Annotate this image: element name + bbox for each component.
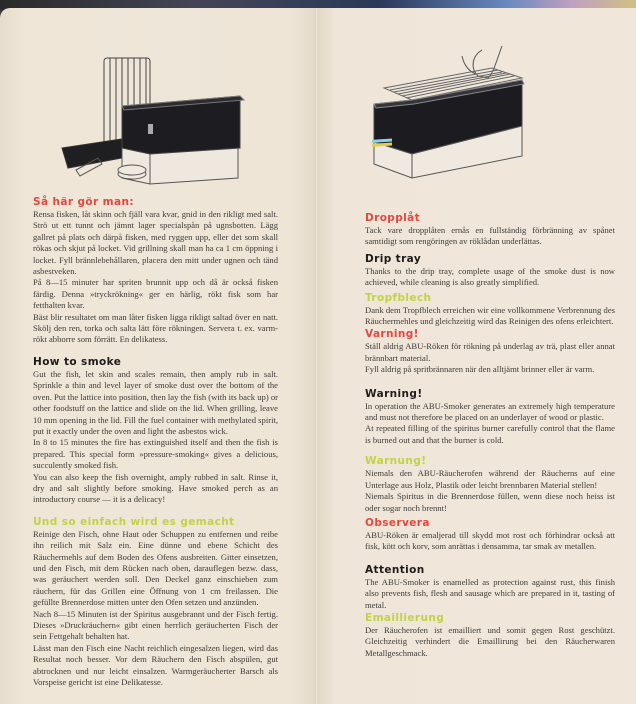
section-heading: Drip tray bbox=[365, 252, 422, 265]
paragraph: På 8—15 minuter har spriten brunnit upp och då är också fisken färdig. Denna »tryckrökning« ger en härlig, rökt fisk som har fetthalten kvar. bbox=[33, 277, 278, 311]
section-heading: Dropplåt bbox=[365, 212, 421, 224]
paragraph: You can also keep the fish overnight, amply rubbed in salt. Rinse it, dry and salt slightly before smoking. Have smoked perch as an introductory course — it is a delicacy! bbox=[33, 471, 278, 505]
section-heading: Emaillierung bbox=[365, 611, 445, 624]
section-heading: Attention bbox=[365, 563, 425, 576]
section-warning bbox=[365, 388, 615, 447]
section-heading: Så här gör man: bbox=[33, 196, 134, 208]
paragraph: Bäst blir resultatet om man låter fisken ligga rikligt saltad över en natt. Skölj den ren, torka och salta lätt före rökningen. Servera t. ex. varm-rökt abborre som förrätt. En delikatess. bbox=[33, 311, 278, 345]
section-warnung bbox=[365, 455, 615, 514]
paragraph: In operation the ABU-Smoker generates an extremely high temperature and must not therefore be placed on an underlayer of wood or plastic. bbox=[365, 400, 615, 423]
section-heading: Warning! bbox=[365, 387, 423, 400]
paragraph: In 8 to 15 minutes the fire has extinguished itself and then the fish is prepared. This special form »pressure-smoking« gives a delicious, succulently smoked fish. bbox=[33, 437, 278, 471]
left-text-column bbox=[33, 196, 278, 698]
paragraph: Niemals Spiritus in die Brennerdose füllen, wenn diese noch heiss ist oder sogar noch brennt! bbox=[365, 491, 615, 513]
section-emaillierung bbox=[365, 612, 615, 659]
right-text-column bbox=[365, 212, 615, 659]
paragraph: Lässt man den Fisch eine Nacht reichlich eingesalzen liegen, wird das Resultat noch besser. Vor dem Räuchern den Fisch abspülen, gut abtrocknen und nur leicht einsalzen. Warmgeräucherter Barsch als Vorspeise gericht ist eine Delikatesse. bbox=[33, 642, 278, 688]
section-swedish-howto bbox=[33, 196, 278, 346]
left-page bbox=[0, 8, 316, 704]
paragraph: Niemals den ABU-Räucherofen während der Räucherns auf eine Unterlage aus Holz, Plastik oder leicht brennbaren Material stellen! bbox=[365, 468, 615, 490]
section-observera bbox=[365, 517, 615, 553]
section-attention bbox=[365, 564, 615, 611]
section-heading: Varning! bbox=[365, 328, 419, 341]
section-tropfblech bbox=[365, 292, 615, 328]
section-heading: Observera bbox=[365, 516, 430, 529]
section-varning bbox=[365, 328, 615, 375]
smoker-grill-hand-illustration-icon bbox=[372, 38, 572, 188]
paragraph: Gut the fish, let skin and scales remain, then amply rub in salt. Sprinkle a thin and level layer of smoke dust over the bottom of the oven. Put the lattice into position, then lay the fish (with its back up) or other foodstuff on the lattice and slide on the lid. When grilling, leave 10 mm opening in the lid. Fill the fuel container with methylated spirit, put it exactly under the oven and light the asbestos wick. bbox=[33, 368, 278, 436]
smoker-lattice-illustration-icon bbox=[58, 48, 258, 188]
paragraph: The ABU-Smoker is enamelled as protection against rust, this finish also prevents fish, flesh and sausage which are prepared in it, tasting of metal. bbox=[365, 576, 615, 610]
section-heading: Warnung! bbox=[365, 455, 427, 468]
right-page bbox=[317, 8, 636, 704]
section-heading: Tropfblech bbox=[365, 291, 432, 304]
section-english-howto bbox=[33, 356, 278, 506]
paragraph: Reinige den Fisch, ohne Haut oder Schuppen zu entfernen und reibe ihn reilich mit Salz ein. Eine dünne und ebene Schicht des Räuchermehls auf dem Boden des Ofens ausbreiten. Gitter einsetzen, und den Fisch, mit dem Rücken nach oben, darauflegen bezw. dass, was geräuchert werden soll. Den Deckel ganz einschieben zum räuchern, für das Grillen eine Öffnung von 1 cm freilassen. Die gefüllte Brennerdose mitten unter den Ofen setzen und anzünden. bbox=[33, 528, 278, 608]
section-drip-tray bbox=[365, 253, 615, 289]
section-heading: Und so einfach wird es gemacht bbox=[33, 515, 235, 528]
section-dropplat bbox=[365, 212, 615, 248]
paragraph: Thanks to the drip tray, complete usage of the smoke dust is now achieved, while cleaning is also greatly simplified. bbox=[365, 265, 615, 288]
paragraph: Tack vare dropplåten ernås en fullständig förbränning av spånet samtidigt som rengöringen av röklådan underlättas. bbox=[365, 225, 615, 247]
paragraph: ABU-Röken är emaljerad till skydd mot rost och förhindrar också att fisk, kött och korv, som anrättas i densamma, tar smak av metallen. bbox=[365, 529, 615, 552]
paragraph: Dank dem Tropfblech erreichen wir eine vollkommene Verbrennung des Räuchermehles und gleichzeitig wird das Reinigen des ofens erleichtert. bbox=[365, 304, 615, 327]
paragraph: Ställ aldrig ABU-Röken för rökning på underlag av trä, plast eller annat brännbart material. bbox=[365, 341, 615, 363]
paragraph: Der Räucherofen ist emailliert und somit gegen Rost geschützt. Gleichzeitig verhindert die Emaillirung bei den Räucherwaren Metallgeschmack. bbox=[365, 624, 615, 658]
paragraph: At repeated filling of the spiritus burner carefully control that the flame is burned out and that the burner is cold. bbox=[365, 423, 615, 445]
paragraph: Fyll aldrig på spritbrännaren när den alltjämt brinner eller är varm. bbox=[365, 364, 595, 375]
paragraph: Rensa fisken, låt skinn och fjäll vara kvar, gnid in den rikligt med salt. Strö ut ett tunnt och jämnt lager specialspån på ugnsbotten. Lägg gallret på plats och därpå fisken, med ryggen upp, eller det som skall rökas och skjut på locket. Vid grillning skall man ha ca 1 cm öppning i locket. Fyll brännlebehållaren, placera den mitt under ugnen och tänd asbestveken. bbox=[33, 209, 278, 277]
section-heading: How to smoke bbox=[33, 355, 122, 368]
section-german-howto bbox=[33, 516, 278, 689]
paragraph: Nach 8—15 Minuten ist der Spiritus ausgebrannt und der Fisch fertig. Dieses »Druckräuchern« gibt einen herrlich geräucherten Fisch der sein Fettgehalt behalten hat. bbox=[33, 608, 278, 642]
